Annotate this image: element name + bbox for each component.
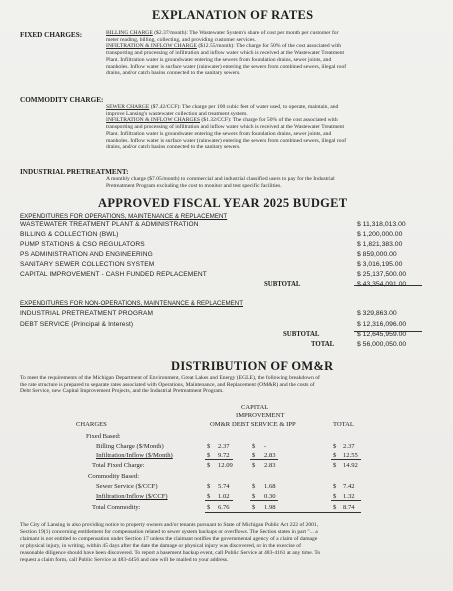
- industrial-pretreatment-text: A monthly charge ($7.05/month) to commercial and industrial classified users to pay for the Industrial Pretreatment Program excluding the cost to monitor and test specific facilities.: [106, 176, 335, 189]
- omr-value: 9.72: [218, 452, 230, 459]
- omr-value: 5.74: [218, 483, 230, 490]
- nonops-subtotal-label: SUBTOTAL: [283, 331, 320, 338]
- nonops-row-label: DEBT SERVICE (Principal & Interest): [20, 321, 134, 328]
- nonops-row-amount: $ 12,316,096.00: [357, 321, 407, 328]
- capital-value: 0.30: [264, 493, 276, 500]
- comm-total-rule: [205, 512, 361, 513]
- total-value: 1.32: [343, 493, 355, 500]
- nonops-header: EXPENDITURES FOR NON-OPERATIONS, MAINTENANCE & REPLACEMENT: [20, 300, 244, 307]
- col-charges: CHARGES: [76, 421, 107, 428]
- dist-row-label: Sewer Service ($/CCF): [96, 483, 158, 490]
- fixed-rule-total: [331, 459, 361, 460]
- col-capital-l1: CAPITAL: [241, 404, 269, 411]
- capital-value: -: [264, 443, 267, 450]
- col-omr: OM&R: [210, 421, 231, 428]
- fixed-based-label: Fixed Based:: [86, 433, 121, 440]
- sewer-charge-title: SEWER CHARGE: [106, 104, 150, 110]
- capital-value: 2.83: [264, 452, 276, 459]
- ops-row-label: PS ADMINISTRATION AND ENGINEERING: [20, 251, 153, 258]
- dollar-sign: $: [207, 493, 211, 500]
- dollar-sign: $: [252, 443, 256, 450]
- ops-subtotal-value: $ 43,354,091.00: [357, 281, 407, 288]
- capital-value: 2.83: [264, 462, 276, 469]
- dist-row-label: Infiltration/Inflow ($/Month): [96, 452, 173, 459]
- ops-row-amount: $ 3,016,195.00: [357, 261, 403, 268]
- omr-value: 12.09: [218, 462, 233, 469]
- dollar-sign: $: [333, 443, 337, 450]
- total-value: 14.92: [343, 462, 358, 469]
- distribution-title: DISTRIBUTION OF OM&R: [171, 359, 334, 373]
- ops-row-label: PUMP STATIONS & CSO REGULATORS: [20, 241, 145, 248]
- dist-row-label: Total Fixed Charge:: [92, 462, 145, 469]
- dollar-sign: $: [333, 452, 337, 459]
- dollar-sign: $: [207, 504, 211, 511]
- dollar-sign: $: [333, 493, 337, 500]
- dist-row-label: Billing Charge ($/Month): [96, 443, 164, 450]
- footer-notice: The City of Lansing is also providing notice to property owners and/or tenants pursuant to State of Michigan Public Act 222 of 2001, Section 19(1) concerning entitlement for compensation related to sewer system backups or overflows. The Section states in part "... a claimant is not entitled to compensation under Section 17 unless the claimant notifies the governmental agency of a claim of damage or physical injury, in writing, within 45 days after the date the damage or physical injury was discovered, or in the exercise of reasonable diligence should have been discovered. To report a basement backup event, call Public Service at 483-4161 at any time. To request a claim form, call Public Service at 483-4456 and one will be mailed to your address.: [20, 522, 321, 563]
- capital-value: 1.98: [264, 504, 276, 511]
- industrial-pretreatment-label: INDUSTRIAL PRETREATMENT:: [20, 168, 129, 176]
- col-capital-l2: IMPROVEMENT: [236, 412, 285, 419]
- ops-row-amount: $ 25,137,500.00: [357, 271, 407, 278]
- fixed-charges-label: FIXED CHARGES:: [20, 31, 83, 39]
- ops-row-label: SANITARY SEWER COLLECTION SYSTEM: [20, 261, 155, 268]
- total-value: 12.55: [343, 452, 358, 459]
- nonops-subtotal-value: $ 12,645,959.00: [357, 331, 407, 338]
- explanation-title: EXPLANATION OF RATES: [152, 8, 314, 22]
- total-value: $ 56,000,050.00: [357, 341, 407, 348]
- fixed-rule-cap: [250, 459, 278, 460]
- commodity-charge-label: COMMODITY CHARGE:: [20, 96, 104, 104]
- col-total: TOTAL: [333, 421, 354, 428]
- ops-header: EXPENDITURES FOR OPERATIONS, MAINTENANCE & REPLACEMENT: [20, 213, 228, 220]
- budget-title: APPROVED FISCAL YEAR 2025 BUDGET: [98, 196, 348, 210]
- dist-row-label: Infiltration/Inflow ($/CCF): [96, 493, 168, 500]
- ops-row-amount: $ 1,821,383.00: [357, 241, 403, 248]
- dollar-sign: $: [252, 462, 256, 469]
- total-value: 8.74: [343, 504, 355, 511]
- commodity-charge-text: SEWER CHARGE ($7.42/CCF): The charge per 100 cubic feet of water used, to operate, maintain, and improve Lansing's wastewater collection and treatment system. INFILTRATION & INFLOW CHARGES ($1.32/CCF): The charge for 50% of the cost associated with transporting and processing of infiltration and inflow water which is received at the Wastewater Treatment Plant. Infiltration water is groundwater entering the sewers from foundation drains, sewer joints, and manholes. Inflow water is surface water (rainwater) entering the sewers from combined sewers, illegal roof drains, and/or catch basins connected to the sanitary sewers.: [106, 104, 347, 151]
- comm-rule-total: [331, 500, 361, 501]
- dollar-sign: $: [333, 462, 337, 469]
- distribution-intro: To meet the requirements of the Michigan Department of Environment, Great Lakes and Energy (EGLE), the following breakdown of the rate structure is prepared to separate rates associated with Operations, Maintenance, and Replacement (OM&R) and the costs of Debt Service, new Capital Improvement Projects, and the Industrial Pretreatment Program.: [20, 375, 320, 395]
- ops-row-amount: $ 859,000.00: [357, 251, 397, 258]
- billing-charge-title: BILLING CHARGE: [106, 30, 153, 36]
- dist-row-label: Total Commodity:: [92, 504, 141, 511]
- dollar-sign: $: [207, 452, 211, 459]
- col-capital-l3: DEBT SERVICE & IPP: [232, 421, 296, 428]
- total-value: 7.42: [343, 483, 355, 490]
- ops-row-amount: $ 1,200,000.00: [357, 231, 403, 238]
- dollar-sign: $: [252, 452, 256, 459]
- dollar-sign: $: [252, 493, 256, 500]
- comm-rule-cap: [250, 500, 278, 501]
- ops-row-label: CAPITAL IMPROVEMENT - CASH FUNDED REPLACEMENT: [20, 271, 207, 278]
- ops-row-amount: $ 11,318,013.00: [357, 221, 406, 228]
- fixed-inflow-title: INFILTRATION & INFLOW CHARGE: [106, 43, 197, 50]
- nonops-row-amount: $ 329,863.00: [357, 310, 397, 317]
- dollar-sign: $: [252, 483, 256, 490]
- fixed-rule-omr: [205, 459, 233, 460]
- dollar-sign: $: [207, 483, 211, 490]
- commodity-inflow-title: INFILTRATION & INFLOW CHARGES: [106, 117, 201, 124]
- ops-row-label: BILLING & COLLECTION (BWL): [20, 231, 119, 238]
- nonops-row-label: INDUSTRIAL PRETREATMENT PROGRAM: [20, 310, 154, 317]
- omr-value: 2.37: [218, 443, 230, 450]
- total-label: TOTAL: [311, 341, 335, 348]
- omr-value: 6.76: [218, 504, 230, 511]
- ops-row-label: WASTEWATER TREATMENT PLANT & ADMINISTRATION: [20, 221, 199, 228]
- capital-value: 1.68: [264, 483, 276, 490]
- fixed-charges-text: BILLING CHARGE ($2.37/month): The Wastewater System's share of cost per month per customer for meter reading, billing, collecting, and providing customer services. INFILTRATION & INFLOW CHARGE ($12.55/month): The charge for 50% of the cost associated with transporting and processing of infiltration and inflow water which is received at the Wastewater Treatment Plant. Infiltration water is groundwater entering the sewers from foundation drains, sewer joints, and manholes. Inflow water is surface water (rainwater) entering the sewers from combined sewers, illegal roof drains, and/or catch basins connected to the sanitary sewers.: [106, 30, 347, 77]
- dollar-sign: $: [252, 504, 256, 511]
- dollar-sign: $: [333, 483, 337, 490]
- dollar-sign: $: [207, 462, 211, 469]
- ops-subtotal-label: SUBTOTAL: [264, 281, 301, 288]
- commodity-based-label: Commodity Based:: [88, 473, 140, 480]
- omr-value: 1.02: [218, 493, 230, 500]
- comm-rule-omr: [205, 500, 233, 501]
- dollar-sign: $: [333, 504, 337, 511]
- dollar-sign: $: [207, 443, 211, 450]
- total-value: 2.37: [343, 443, 355, 450]
